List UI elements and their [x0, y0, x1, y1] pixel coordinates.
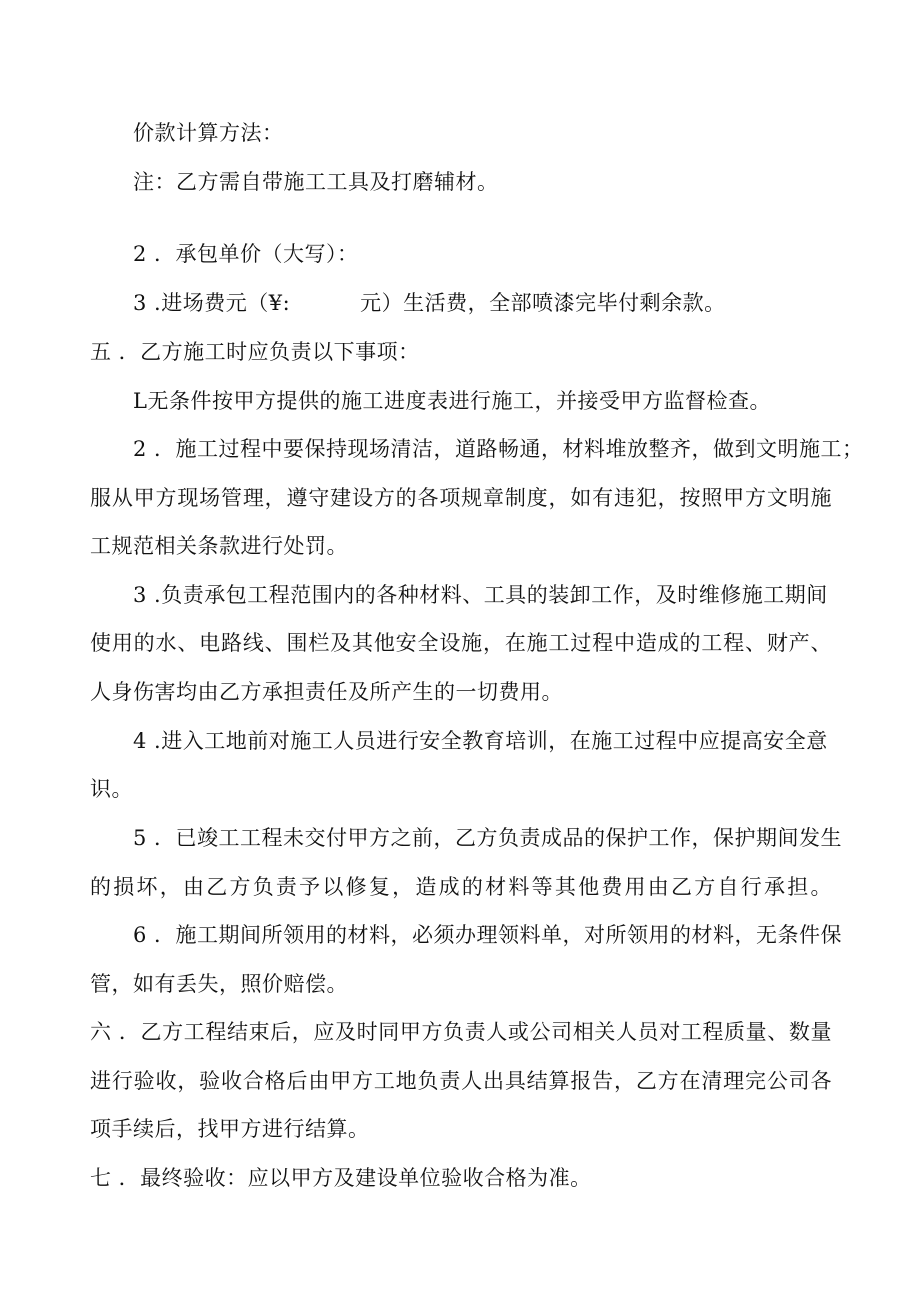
entry-fee-line [133, 288, 726, 318]
section-6-line-3: 项手续后，找甲方进行结算。 [90, 1117, 370, 1141]
note-line: 注：乙方需自带施工工具及打磨辅材。 [133, 170, 499, 194]
payment-method-line: 价款计算方法： [133, 121, 284, 145]
section-5-title: 五 ．乙方施工时应负责以下事项： [90, 340, 420, 364]
section-5-item-4-line-2: 识。 [90, 777, 133, 801]
section-5-item-2-line-2: 服从甲方现场管理，遵守建设方的各项规章制度，如有违犯，按照甲方文明施 [90, 486, 832, 510]
section-5-item-1: L无条件按甲方提供的施工进度表进行施工，并接受甲方监督检查。 [133, 389, 771, 413]
section-5-item-2-line-3: 工规范相关条款进行处罚。 [90, 534, 348, 558]
section-5-item-3-line-1: 3 .负责承包工程范围内的各种材料、工具的装卸工作，及时维修施工期间 [133, 583, 828, 607]
entry-fee-part-a: 3 .进场费元（¥: [133, 291, 291, 315]
section-5-item-6-line-1: 6 ．施工期间所领用的材料，必须办理领料单，对所领用的材料，无条件保 [133, 923, 843, 947]
section-7-line: 七 ．最终验收：应以甲方及建设单位验收合格为准。 [90, 1166, 592, 1190]
entry-fee-part-b: 元）生活费，全部喷漆完毕付剩余款。 [360, 291, 726, 315]
section-5-item-2-line-1: 2 ．施工过程中要保持现场清洁，道路畅通，材料堆放整齐，做到文明施工； [133, 437, 864, 461]
section-5-item-3-line-2: 使用的水、电路线、围栏及其他安全设施，在施工过程中造成的工程、财产、 [90, 631, 832, 655]
section-5-item-5-line-1: 5 ．已竣工工程未交付甲方之前，乙方负责成品的保护工作，保护期间发生 [133, 826, 843, 850]
unit-price-line: 2 ．承包单价（大写）： [133, 242, 359, 266]
section-5-item-3-line-3: 人身伤害均由乙方承担责任及所产生的一切费用。 [90, 680, 563, 704]
section-5-item-4-line-1: 4 .进入工地前对施工人员进行安全教育培训，在施工过程中应提高安全意 [133, 729, 828, 753]
section-5-item-6-line-2: 管，如有丢失，照价赔偿。 [90, 972, 348, 996]
section-6-line-1: 六 ．乙方工程结束后，应及时同甲方负责人或公司相关人员对工程质量、数量 [90, 1020, 832, 1044]
section-5-item-5-line-2: 的损坏，由乙方负责予以修复，造成的材料等其他费用由乙方自行承担。 [90, 875, 832, 899]
section-6-line-2: 进行验收，验收合格后由甲方工地负责人出具结算报告，乙方在清理完公司各 [90, 1069, 832, 1093]
